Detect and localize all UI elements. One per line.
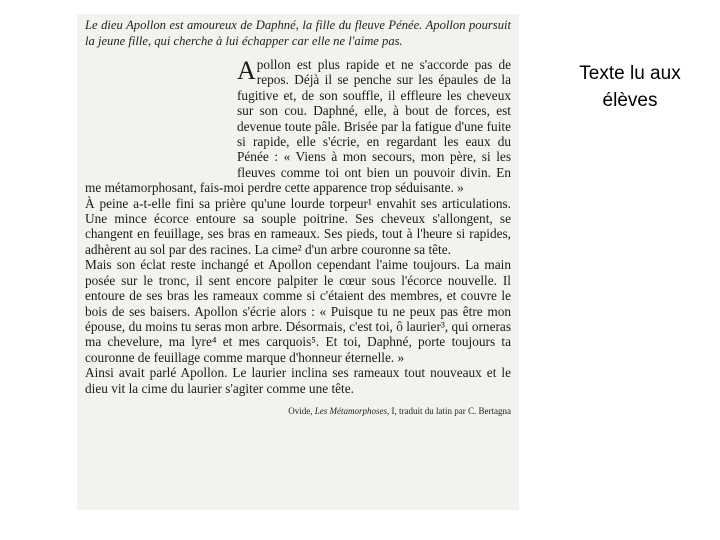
slide-title: Texte lu aux élèves xyxy=(579,63,681,111)
paragraph-1-text: pollon est plus rapide et ne s'accorde pas de repos. Déjà il se penche sur les épaules de la fugitive et, de son souffle, il effleure les cheveux sur son cou. Daphné, elle, à bout de forces, est devenue toute pâle. Brisée par la fatigue d'une fuite si rapide, elle s'écrie, en regardant les eaux du Pénée : « Viens à mon secours, mon père, si les fleuves comme toi ont bien un pouvoir divin. En me métamorphosant, fais-moi perdre cette apparence trop séduisante. » xyxy=(85,57,511,196)
source-author: Ovide, xyxy=(288,405,315,416)
paragraph-4: Ainsi avait parlé Apollon. Le laurier inclina ses rameaux tout nouveaux et le dieu vit la cime du laurier s'agiter comme une tête. xyxy=(85,365,511,396)
source-details: , I, traduit du latin par C. Bertagna xyxy=(387,405,511,416)
drop-cap: A xyxy=(237,56,256,85)
paragraph-2: À peine a-t-elle fini sa prière qu'une lourde torpeur¹ envahit ses articulations. Une mince écorce entoure sa souple poitrine. Ses cheveux s'allongent, se changent en feuillage, ses bras en rameaux. Ses pieds, tout à l'heure si rapides, adhèrent au sol par des racines. La cime² d'un arbre couronne sa tête. xyxy=(85,195,511,257)
scanned-text-page xyxy=(77,14,519,510)
source-citation xyxy=(85,406,511,416)
intro-paragraph: Le dieu Apollon est amoureux de Daphné, la fille du fleuve Pénée. Apollon poursuit la jeune fille, qui cherche à lui échapper car elle ne l'aime pas. xyxy=(85,18,511,48)
paragraph-3: Mais son éclat reste inchangé et Apollon cependant l'aime toujours. La main posée sur le tronc, il sent encore palpiter le cœur sous l'écorce nouvelle. Il entoure de ses bras les rameaux comme si c'étaient des membres, et couvre le bois de ses baisers. Apollon s'écrie alors : « Puisque tu ne peux pas être mon épouse, du moins tu seras mon arbre. Désormais, c'est toi, ô laurier³, qui orneras ma chevelure, ma lyre⁴ et mes carquois⁵. Et toi, Daphné, porte toujours ta couronne de feuillage comme marque d'honneur éternelle. » xyxy=(85,257,511,365)
illustration-area xyxy=(85,57,237,180)
main-text xyxy=(85,57,511,396)
source-work: Les Métamorphoses xyxy=(314,405,388,416)
